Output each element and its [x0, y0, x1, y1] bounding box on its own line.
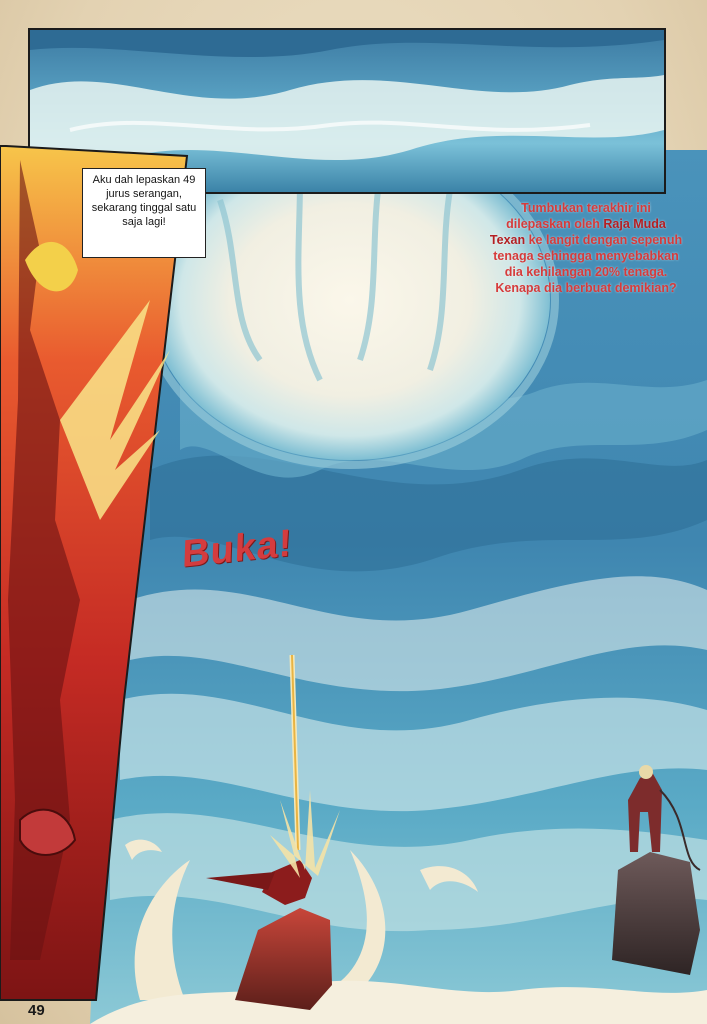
speech-caption-text: Aku dah lepaskan 49 jurus serangan, sekarang tinggal satu saja lagi! — [91, 174, 197, 228]
page-number: 49 — [28, 1002, 45, 1019]
narration-text — [488, 200, 684, 296]
narration-part2: ke langit dengan sepenuh tenaga sehingga menyebabkan dia kehilangan 20% tenaga. Kenapa dia berbuat demikian? — [493, 233, 683, 295]
sound-effect: Buka! — [181, 522, 294, 576]
speech-caption — [82, 168, 206, 258]
narration-name: Raja Muda Texan — [489, 217, 666, 247]
narration-part1: Tumbukan terakhir ini dilepaskan oleh — [506, 201, 651, 231]
